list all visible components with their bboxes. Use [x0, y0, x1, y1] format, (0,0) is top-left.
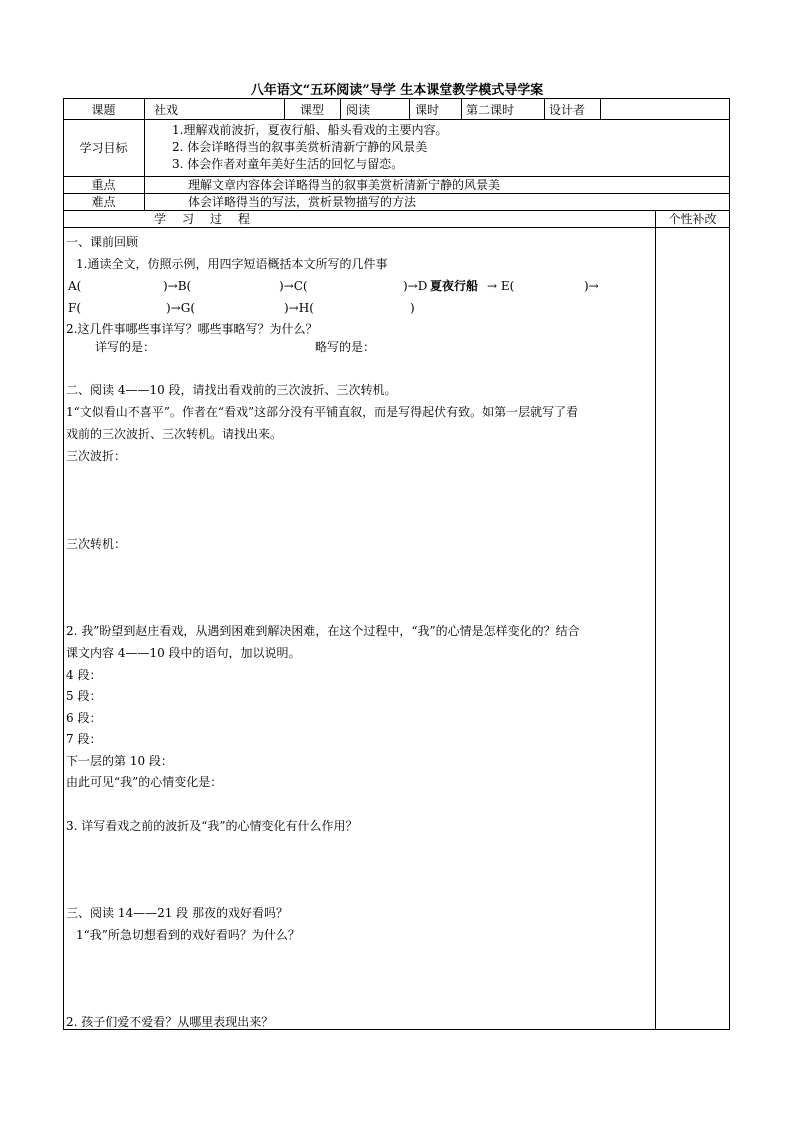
- section-2-title: 二、阅读 4——10 段，请找出看戏前的三次波折、三次转机。: [66, 383, 397, 397]
- row-divider: [63, 227, 730, 228]
- question-text: 戏前的三次波折、三次转机。请找出来。: [66, 427, 283, 441]
- chain-item: A(: [68, 279, 82, 293]
- chain-item: )→: [584, 279, 599, 293]
- document-title: 八年语文“五环阅读”导学 生本课堂教学模式导学案: [250, 83, 544, 98]
- question-text: 3. 详写看戏之前的波折及“我”的心情变化有什么作用？: [66, 819, 358, 833]
- answer-label: 三次转机：: [66, 537, 127, 551]
- chain-item: ): [410, 301, 415, 315]
- answer-label: 6 段：: [66, 711, 102, 725]
- chain-item: )→G(: [166, 301, 196, 315]
- row-divider: [63, 210, 730, 211]
- col-divider: [544, 98, 545, 119]
- chain-item: )→C(: [279, 279, 308, 293]
- difficulty-label: 难点: [91, 195, 116, 209]
- col-divider: [655, 210, 656, 1030]
- section-3-title: 三、阅读 14——21 段 那夜的戏好看吗？: [66, 906, 288, 920]
- col-divider: [409, 98, 410, 119]
- answer-label: 三次波折：: [66, 449, 127, 463]
- chain-item: )→D: [403, 279, 428, 293]
- section-1-title: 一、课前回顾: [66, 235, 139, 249]
- col-divider: [144, 119, 145, 210]
- process-header: 学 习 过 程: [154, 212, 253, 226]
- answer-label: 7 段：: [66, 732, 102, 746]
- col-divider: [144, 98, 145, 119]
- side-header: 个性补改: [668, 212, 717, 226]
- chain-item-bold: 夏夜行船: [430, 279, 479, 293]
- answer-label: 由此可见“我”的心情变化是：: [66, 775, 223, 789]
- chain-item: )→H(: [284, 301, 314, 315]
- question-text: 1“文似看山不喜平”。作者在“看戏”这部分没有平铺直叙，而是写得起伏有致。如第一层就写了看: [66, 405, 579, 419]
- goals-label: 学习目标: [79, 141, 128, 155]
- lesson-table: [63, 98, 730, 1030]
- period-label: 课时: [415, 103, 440, 117]
- question-text: 1.通读全文，仿照示例，用四字短语概括本文所写的几件事: [76, 257, 388, 271]
- designer-label: 设计者: [549, 103, 586, 117]
- topic-value: 社戏: [154, 103, 179, 117]
- col-divider: [461, 98, 462, 119]
- brief-label: 略写的是：: [315, 340, 376, 354]
- chain-item: )→B(: [163, 279, 192, 293]
- key-point-text: 理解文章内容体会详略得当的叙事美赏析清新宁静的风景美: [188, 178, 501, 192]
- answer-label: 4 段：: [66, 668, 102, 682]
- chain-item: F(: [68, 301, 82, 315]
- row-divider: [63, 119, 730, 120]
- question-text: 2.这几件事哪些事详写？哪些事略写？为什么？: [66, 322, 318, 336]
- topic-label: 课题: [91, 103, 116, 117]
- question-text: 2. 孩子们爱不爱看？从哪里表现出来？: [66, 1015, 274, 1029]
- chain-item: → E(: [487, 279, 515, 293]
- question-text: 课文内容 4——10 段中的语句，加以说明。: [66, 646, 301, 660]
- difficulty-text: 体会详略得当的写法，赏析景物描写的方法: [188, 195, 417, 209]
- goal-item: 3. 体会作者对童年美好生活的回忆与留恋。: [172, 157, 404, 171]
- detailed-label: 详写的是：: [95, 340, 156, 354]
- period-value: 第二课时: [466, 103, 515, 117]
- question-text: 1“我”所急切想看到的戏好看吗？为什么？: [76, 928, 300, 942]
- goal-item: 1.理解戏前波折，夏夜行船、船头看戏的主要内容。: [172, 123, 448, 137]
- goal-item: 2. 体会详略得当的叙事美赏析清新宁静的风景美: [172, 140, 428, 154]
- answer-label: 下一层的第 10 段：: [66, 754, 173, 768]
- question-text: 2. 我”盼望到赵庄看戏，从遇到困难到解决困难，在这个过程中，“我”的心情是怎样变化的？结合: [66, 624, 580, 638]
- row-divider: [63, 176, 730, 177]
- row-divider: [63, 193, 730, 194]
- key-point-label: 重点: [91, 178, 116, 192]
- col-divider: [340, 98, 341, 119]
- type-label: 课型: [299, 103, 324, 117]
- col-divider: [600, 98, 601, 119]
- type-value: 阅读: [346, 103, 371, 117]
- answer-label: 5 段：: [66, 689, 102, 703]
